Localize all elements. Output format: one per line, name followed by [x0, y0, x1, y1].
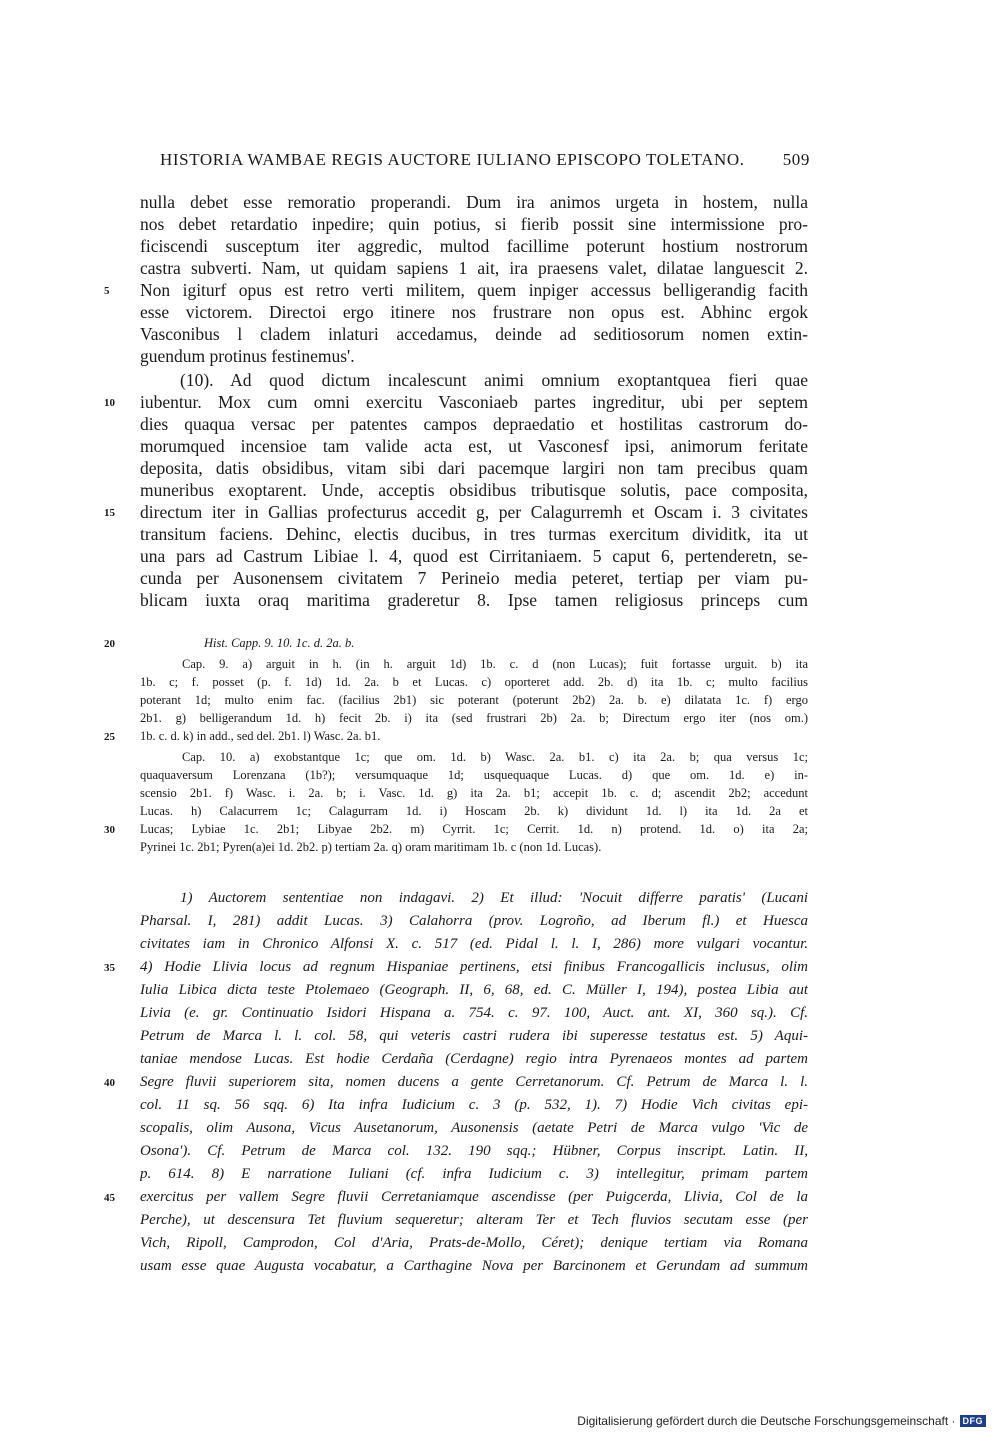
apparatus-line: Pyrinei 1c. 2b1; Pyren(a)ei 1d. 2b2. p) tertiam 2a. q) oram maritimam 1b. c (non 1d. Lucas).	[140, 840, 602, 854]
footnote-line: Livia (e. gr. Continuatio Isidori Hispana a. 754. c. 97. 100, Auct. ant. XI, 360 sq.). Cf.	[140, 1005, 808, 1021]
apparatus-line: Lucas; Lybiae 1c. 2b1; Libyae 2b2. m) Cyrrit. 1c; Cerrit. 1d. n) protend. 1d. o) ita 2a;	[140, 822, 808, 836]
main-text-line: Non igiturf opus est retro verti militem, quem inpiger accessus belligerandig facith	[140, 280, 808, 300]
footer-text: Digitalisierung gefördert durch die Deutsche Forschungsgemeinschaft ·	[577, 1414, 956, 1428]
line-number: 5	[104, 285, 110, 297]
footnote-line: 1) Auctorem sententiae non indagavi. 2) Et illud: 'Nocuit differre paratis' (Lucani	[180, 890, 808, 906]
main-text-line: directum iter in Gallias profecturus accedit g, per Calagurremh et Oscam i. 3 civitates	[140, 502, 808, 522]
main-text-line: iubentur. Mox cum omni exercitu Vasconiaeb partes ingreditur, ubi per septem	[140, 392, 808, 412]
footnote-line: Vich, Ripoll, Camprodon, Col d'Aria, Prats-de-Mollo, Céret); denique tertiam via Romana	[140, 1235, 808, 1251]
footnote-line: Perche), ut descensura Tet fluvium sequeretur; alteram Ter et Tech fluvios secutam esse (per	[140, 1212, 808, 1228]
footnote-line: col. 11 sq. 56 sqq. 6) Ita infra Iudicium c. 3 (p. 532, 1). 7) Hodie Vich civitas epi-	[140, 1097, 808, 1113]
line-number: 10	[104, 397, 115, 409]
main-text-line: muneribus exoptarent. Unde, acceptis obsidibus tributisque solutis, pace composita,	[140, 480, 808, 500]
footnote-line: Iulia Libica dicta teste Ptolemaeo (Geograph. II, 6, 68, ed. C. Müller I, 194), postea Libia aut	[140, 982, 808, 998]
main-text-line: una pars ad Castrum Libiae l. 4, quod est Cirritaniaem. 5 caput 6, pertenderetn, se-	[140, 546, 808, 566]
footnote-line: Segre fluvii superiorem sita, nomen ducens a gente Cerretanorum. Cf. Petrum de Marca l. l.	[140, 1074, 808, 1090]
page-number: 509	[782, 150, 810, 169]
footnote-line: Petrum de Marca l. l. col. 58, qui veteris castri rudera ibi superesse testatus est. 5) Aqui-	[140, 1028, 808, 1044]
main-text-line: cunda per Ausonensem civitatem 7 Perineio media peteret, tertiap per viam pu-	[140, 568, 808, 588]
main-text-line: deposita, datis obsidibus, vitam sibi dari pacemque largiri non tam precibus quam	[140, 458, 808, 478]
main-text-line: castra subverti. Nam, ut quidam sapiens 1 ait, ira praesens valet, dilatae languescit 2.	[140, 258, 808, 278]
running-header	[160, 150, 810, 170]
apparatus-line: 1b. c; f. posset (p. f. 1d) 1d. 2a. b et Lucas. c) oporteret add. 2b. d) ita 1b. c; multo facilius	[140, 675, 808, 689]
apparatus-line: poterant 1d; multo enim fac. (facilius 2b1) sic poterant (poterunt 2b2) 2a. b. e) dilatata 1c. f) ergo	[140, 693, 808, 707]
main-text-line: dies quaqua versac per patentes campos depraedatio et hostilitas castrorum do-	[140, 414, 808, 434]
footnote-line: scopalis, olim Ausona, Vicus Ausetanorum, Ausonensis (aetate Petri de Marca vulgo 'Vic de	[140, 1120, 808, 1136]
dfg-logo: DFG	[960, 1415, 987, 1427]
apparatus-line: Hist. Capp. 9. 10. 1c. d. 2a. b.	[204, 636, 355, 650]
apparatus-line: scensio 2b1. f) Wasc. i. 2a. b; i. Vasc. 1d. g) ita 2a. b1; accepit 1b. c. d; ascendit 2b2; accedunt	[140, 786, 808, 800]
apparatus-line: 1b. c. d. k) in add., sed del. 2b1. l) Wasc. 2a. b1.	[140, 729, 381, 743]
main-text-line: (10). Ad quod dictum incalescunt animi omnium exoptantquea fieri quae	[180, 370, 808, 390]
main-text-line: esse victorem. Directoi ergo itinere nos frustrare non opus est. Abhinc ergok	[140, 302, 808, 322]
footnote-line: civitates iam in Chronico Alfonsi X. c. 517 (ed. Pidal l. l. I, 286) more vulgari vocantur.	[140, 936, 808, 952]
footnote-line: Osona'). Cf. Petrum de Marca col. 132. 190 sqq.; Hübner, Corpus inscript. Latin. II,	[140, 1143, 808, 1159]
main-text-line: morumqued incensioe tam valide acta est, ut Vasconesf ipsi, animorum feritate	[140, 436, 808, 456]
main-text-line: blicam iuxta oraq maritima graderetur 8. Ipse tamen religiosus princeps cum	[140, 590, 808, 610]
apparatus-line: Cap. 10. a) exobstantque 1c; que om. 1d. b) Wasc. 2a. b1. c) ita 2a. b; qua versus 1c;	[182, 750, 808, 764]
footnote-line: taniae mendose Lucas. Est hodie Cerdaña (Cerdagne) regio intra Pyrenaeos montes ad partem	[140, 1051, 808, 1067]
main-text-line: guendum protinus festinemus'.	[140, 346, 355, 366]
main-text-line: nos debet retardatio inpedire; quin potius, si fierib possit sine intermissione pro-	[140, 214, 808, 234]
main-text-line: transitum faciens. Dehinc, electis ducibus, in tres turmas exercitum dividitk, ita ut	[140, 524, 808, 544]
line-number: 45	[104, 1192, 115, 1204]
apparatus-line: Lucas. h) Calacurrem 1c; Calagurram 1d. i) Hoscam 2b. k) dividunt 1d. l) ita 1d. 2a et	[140, 804, 808, 818]
footnote-line: 4) Hodie Llivia locus ad regnum Hispaniae pertinens, etsi finibus Francogallicis inclusus, olim	[140, 959, 808, 975]
line-number: 30	[104, 824, 115, 836]
footnote-line: Pharsal. I, 281) addit Lucas. 3) Calahorra (prov. Logroño, ad Iberum fl.) et Huesca	[140, 913, 808, 929]
line-number: 35	[104, 962, 115, 974]
apparatus-line: 2b1. g) belligerandum 1d. h) fecit 2b. i) ita (sed frustrari 2b) 2a. b; Directum ergo iter (nos om.)	[140, 711, 808, 725]
footnote-line: exercitus per vallem Segre fluvii Cerretaniamque ascendisse (per Puigcerda, Llivia, Col de la	[140, 1189, 808, 1205]
line-number: 20	[104, 638, 115, 650]
digitization-footer	[577, 1414, 986, 1428]
line-number: 25	[104, 731, 115, 743]
main-text-line: Vasconibus l cladem inlaturi accedamus, deinde ad seditiosorum nomen extin-	[140, 324, 808, 344]
running-title: HISTORIA WAMBAE REGIS AUCTORE IULIANO EPISCOPO TOLETANO.	[160, 150, 745, 169]
line-number: 40	[104, 1077, 115, 1089]
main-text-line: ficiscendi susceptum iter aggredic, multod facillime poterunt hostium nostrorum	[140, 236, 808, 256]
footnote-line: usam esse quae Augusta vocabatur, a Carthagine Nova per Barcinonem et Gerundam ad summum	[140, 1258, 808, 1274]
main-text-line: nulla debet esse remoratio properandi. Dum ira animos urgeta in hostem, nulla	[140, 192, 808, 212]
footnote-line: p. 614. 8) E narratione Iuliani (cf. infra Iudicium c. 3) intellegitur, primam partem	[140, 1166, 808, 1182]
line-number: 15	[104, 507, 115, 519]
apparatus-line: Cap. 9. a) arguit in h. (in h. arguit 1d) 1b. c. d (non Lucas); fuit fortasse urguit. b) ita	[182, 657, 808, 671]
apparatus-line: quaquaversum Lorenzana (1b?); versumquaque 1d; usquequaque Lucas. d) que om. 1d. e) in-	[140, 768, 808, 782]
